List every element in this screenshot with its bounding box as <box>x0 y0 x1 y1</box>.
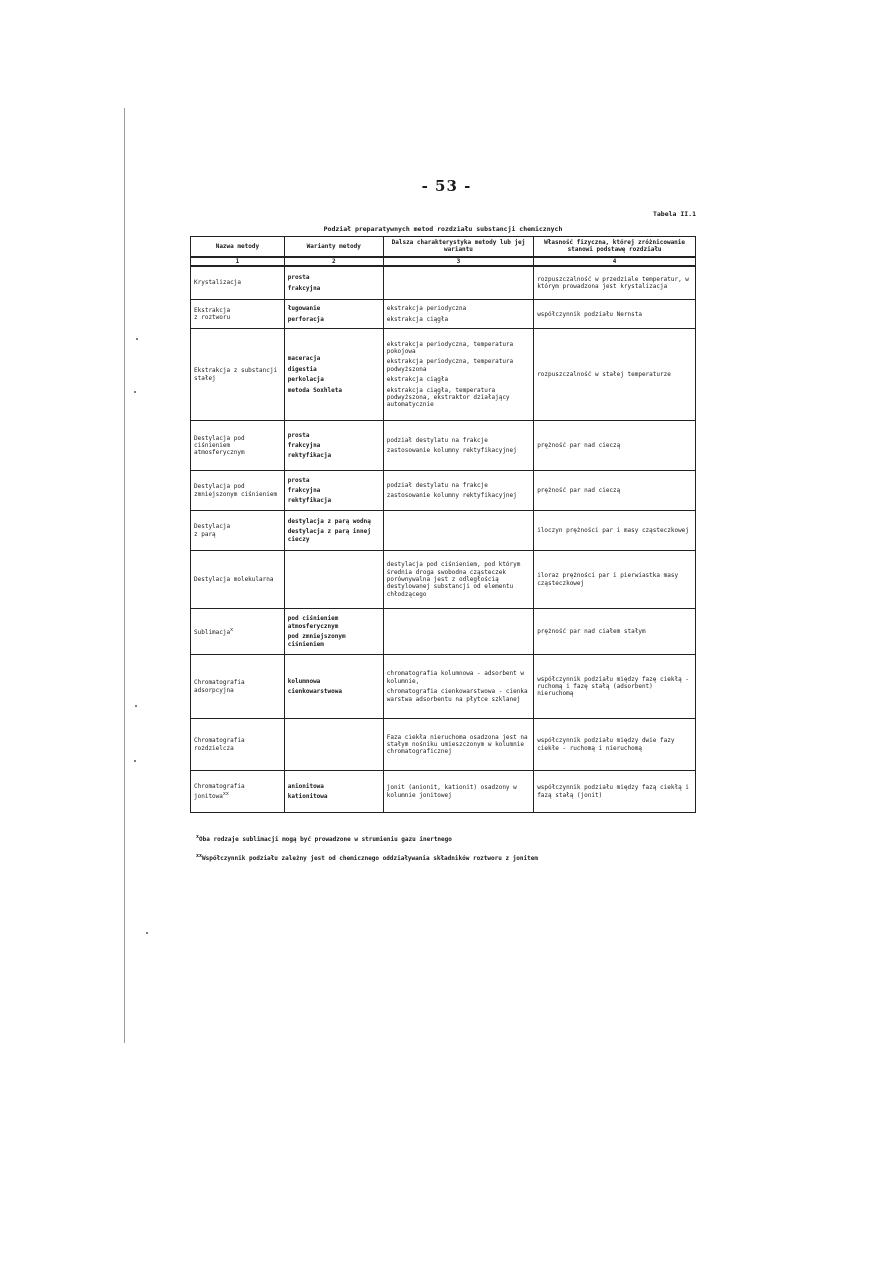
details-cell <box>383 329 533 421</box>
method-name-cell <box>191 609 285 655</box>
variant-item: frakcyjna <box>287 486 321 494</box>
table-row <box>191 471 696 511</box>
detail-item: ekstrakcja ciągła, temperatura podwyższona, ekstraktor działający automatycznie <box>386 386 510 409</box>
variant-item: pod ciśnieniem atmosferycznym <box>287 615 339 630</box>
footnotes <box>196 829 696 867</box>
method-name: Krystalizacja <box>194 279 241 287</box>
method-name: Chromatografia adsorpcyjna <box>194 679 245 694</box>
page-margin-line <box>124 108 125 1043</box>
variant-item: ługowanie <box>287 305 321 313</box>
variants-cell <box>284 655 383 719</box>
table-row <box>191 421 696 471</box>
variants-cell <box>284 471 383 511</box>
method-name-cell <box>191 300 285 329</box>
method-name: Ekstrakcja z substancji stałej <box>194 367 278 382</box>
details-cell <box>383 655 533 719</box>
variant-item: prosta <box>287 476 310 484</box>
method-name-cell <box>191 719 285 771</box>
variants-cell <box>284 551 383 609</box>
physical-property-cell: prężność par nad cieczą <box>534 421 696 471</box>
variant-item: prosta <box>287 431 310 439</box>
variant-item: anionitowa <box>287 782 324 790</box>
detail-item: ekstrakcja periodyczna, temperatura podwyższona <box>386 358 514 373</box>
footnote <box>196 829 696 848</box>
variant-item: perforacja <box>287 315 324 323</box>
header-variants: Warianty metody <box>284 237 383 257</box>
detail-item: ekstrakcja ciągła <box>386 315 449 323</box>
scan-speck <box>135 705 137 707</box>
variant-item: metoda Soxhleta <box>287 386 342 394</box>
detail-item: podział destylatu na frakcje <box>386 436 488 444</box>
method-name-cell <box>191 771 285 813</box>
method-name: Sublimacja <box>194 628 231 636</box>
variant-item: prosta <box>287 274 310 282</box>
details-cell <box>383 771 533 813</box>
variant-item: maceracja <box>287 355 321 363</box>
variants-cell <box>284 266 383 300</box>
detail-item: destylacja pod ciśnieniem, pod którym średnia droga swobodna cząsteczek porównywalna jest z odległością destylowanej substancji od elementu chłodzącego <box>386 561 521 598</box>
table-row <box>191 551 696 609</box>
variant-item: rektyfikacja <box>287 497 332 505</box>
variants-cell <box>284 771 383 813</box>
details-cell <box>383 421 533 471</box>
physical-property-cell: prężność par nad ciałem stałym <box>534 609 696 655</box>
method-name: Destylacja z parą <box>194 523 231 538</box>
details-cell <box>383 609 533 655</box>
method-name-cell <box>191 511 285 551</box>
page-number: - 53 - <box>421 177 472 195</box>
variant-item: destylacja z parą innej cieczy <box>287 528 371 543</box>
column-number: 3 <box>383 257 533 266</box>
details-cell <box>383 719 533 771</box>
variant-item: frakcyjna <box>287 284 321 292</box>
table-label: Tabela II.1 <box>652 210 696 218</box>
method-name-cell <box>191 655 285 719</box>
physical-property-cell: współczynnik podziału między fazą ciekłą i fazą stałą (jonit) <box>534 771 696 813</box>
column-number: 2 <box>284 257 383 266</box>
table-row <box>191 655 696 719</box>
scan-speck <box>134 391 136 393</box>
column-number: 1 <box>191 257 285 266</box>
table-row <box>191 609 696 655</box>
variants-cell <box>284 719 383 771</box>
method-name-cell <box>191 421 285 471</box>
detail-item: zastosowanie kolumny rektyfikacyjnej <box>386 447 517 455</box>
detail-item: zastosowanie kolumny rektyfikacyjnej <box>386 492 517 500</box>
variant-item: rektyfikacja <box>287 452 332 460</box>
method-name-cell <box>191 471 285 511</box>
detail-item: chromatografia kolumnowa - adsorbent w kolumnie, <box>386 670 524 685</box>
column-number: 4 <box>534 257 696 266</box>
methods-table <box>190 236 696 813</box>
variant-item: pod zmniejszonym ciśnieniem <box>287 633 346 648</box>
method-name-cell <box>191 266 285 300</box>
physical-property-cell: iloczyn prężności par i masy cząsteczkowej <box>534 511 696 551</box>
table-body <box>191 266 696 813</box>
detail-item: chromatografia cienkowarstwowa - cienka warstwa adsorbentu na płytce szklanej <box>386 688 528 703</box>
footnote-reference: x <box>230 626 234 633</box>
method-name-cell <box>191 329 285 421</box>
details-cell <box>383 511 533 551</box>
variants-cell <box>284 300 383 329</box>
scan-speck <box>134 760 136 762</box>
header-details: Dalsza charakterystyka metody lub jej wariantu <box>383 237 533 257</box>
table-row <box>191 719 696 771</box>
method-name: Destylacja pod ciśnieniem atmosferycznym <box>194 434 245 457</box>
detail-item: ekstrakcja periodyczna, temperatura pokojowa <box>386 340 514 355</box>
variant-item: cienkowarstwowa <box>287 688 342 696</box>
footnote-reference: xx <box>222 790 229 797</box>
variant-item: kolumnowa <box>287 677 321 685</box>
footnote-mark: x <box>196 834 200 840</box>
method-name: Destylacja molekularna <box>194 575 274 583</box>
table-row <box>191 329 696 421</box>
column-number-row <box>191 257 696 266</box>
physical-property-cell: rozpuszczalność w przedziale temperatur, w którym prowadzona jest krystalizacja <box>534 266 696 300</box>
variant-item: digestia <box>287 365 317 373</box>
physical-property-cell: współczynnik podziału między fazę ciekłą - ruchomą i fazę stałą (adsorbent) nieruchomą <box>534 655 696 719</box>
detail-item: jonit (anionit, kationit) osadzony w kolumnie jonitowej <box>386 784 517 799</box>
variant-item: kationitowa <box>287 793 328 801</box>
physical-property-cell: iloraz prężności par i pierwiastka masy cząsteczkowej <box>534 551 696 609</box>
method-name: Chromatografia jonitowa <box>194 783 245 800</box>
footnote-mark: xx <box>196 853 203 859</box>
details-cell <box>383 266 533 300</box>
footnote-text: Współczynnik podziału zależny jest od chemicznego oddziaływania składników roztworu z jonitem <box>202 855 538 862</box>
footnote <box>196 848 696 867</box>
variant-item: perkolacja <box>287 376 324 384</box>
table-row <box>191 300 696 329</box>
variants-cell <box>284 329 383 421</box>
physical-property-cell: współczynnik podziału między dwie fazy ciekłe - ruchomą i nieruchomą <box>534 719 696 771</box>
variants-cell <box>284 609 383 655</box>
variants-cell <box>284 511 383 551</box>
scan-speck <box>146 932 148 934</box>
physical-property-cell: rozpuszczalność w stałej temperaturze <box>534 329 696 421</box>
detail-item: ekstrakcja ciągła <box>386 376 449 384</box>
details-cell <box>383 471 533 511</box>
detail-item: ekstrakcja periodyczna <box>386 305 467 313</box>
table-row <box>191 771 696 813</box>
method-name: Chromatografia rozdzielcza <box>194 737 245 752</box>
scan-speck <box>136 338 138 340</box>
detail-item: podział destylatu na frakcje <box>386 481 488 489</box>
detail-item: Faza ciekła nieruchoma osadzona jest na stałym nośniku umieszczonym w kolumnie chromatograficznej <box>386 733 528 756</box>
variant-item: destylacja z parą wodną <box>287 518 371 526</box>
physical-property-cell: współczynnik podziału Nernsta <box>534 300 696 329</box>
method-name-cell <box>191 551 285 609</box>
method-name: Destylacja pod zmniejszonym ciśnieniem <box>194 483 278 498</box>
physical-property-cell: prężność par nad cieczą <box>534 471 696 511</box>
variants-cell <box>284 421 383 471</box>
header-method-name: Nazwa metody <box>191 237 285 257</box>
footnote-text: Oba rodzaje sublimacji mogą być prowadzone w strumieniu gazu inertnego <box>199 836 452 843</box>
details-cell <box>383 300 533 329</box>
header-physical-property: Własność fizyczna, której zróżnicowanie stanowi podstawę rozdziału <box>534 237 696 257</box>
method-name: Ekstrakcja z roztworu <box>194 306 231 322</box>
table-row <box>191 511 696 551</box>
variant-item: frakcyjna <box>287 441 321 449</box>
table-row <box>191 266 696 300</box>
table-header-row <box>191 237 696 257</box>
details-cell <box>383 551 533 609</box>
table-title: Podział preparatywnych metod rozdziału substancji chemicznych <box>323 225 563 233</box>
